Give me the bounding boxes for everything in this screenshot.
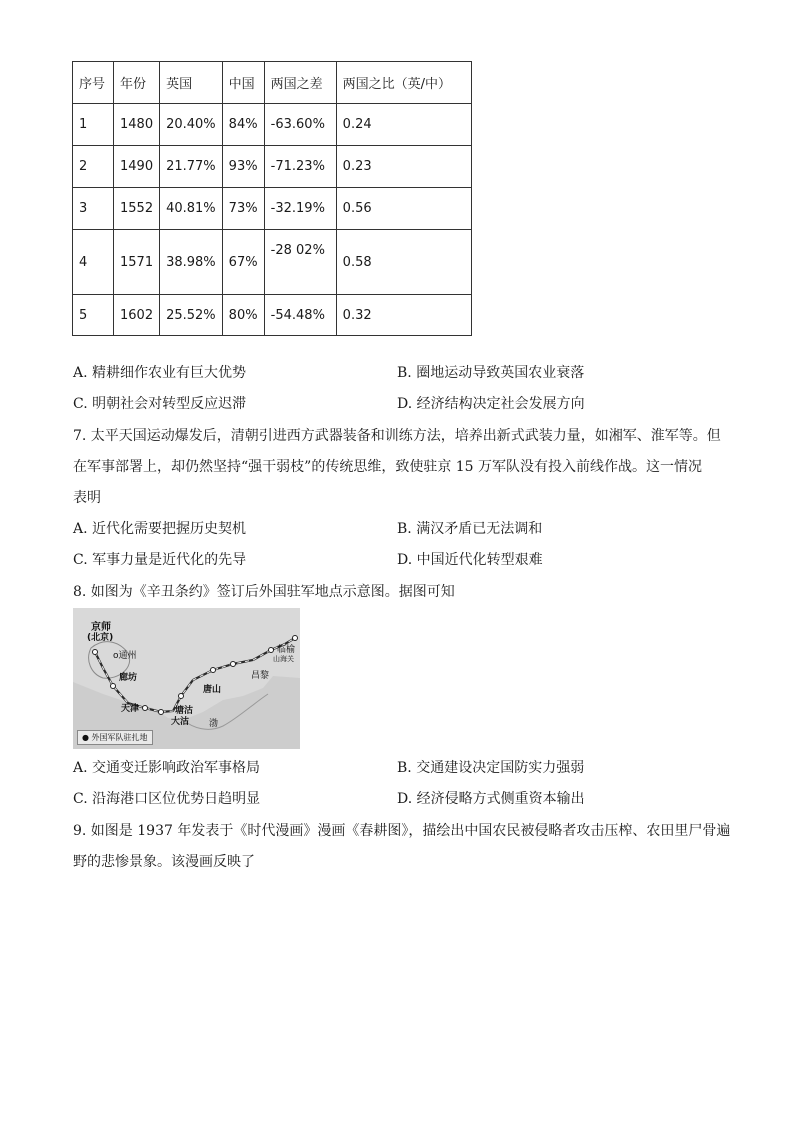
map-label: 廊坊 [119, 673, 138, 683]
q9-stem-line-1: 9. 如图是 1937 年发表于《时代漫画》漫画《春耕图》，描绘出中国农民被侵略者攻击压榨、农田里尸骨遍 [73, 823, 731, 839]
table-cell: 25.52% [160, 295, 223, 336]
table-row [73, 104, 472, 146]
table-cell: 1571 [114, 230, 160, 295]
table-cell: 73% [222, 188, 264, 230]
header-cell: 序号 [73, 62, 114, 104]
table-cell: -32.19% [264, 188, 336, 230]
q9-stem-line-2: 野的悲惨景象。该漫画反映了 [73, 854, 255, 870]
q7-option-d: D. 中国近代化转型艰难 [397, 552, 543, 568]
header-cell: 两国之差 [264, 62, 336, 104]
q8-option-c: C. 沿海港口区位优势日趋明显 [73, 791, 261, 807]
table-cell: -71.23% [264, 146, 336, 188]
q7-option-b: B. 满汉矛盾已无法调和 [397, 521, 543, 537]
table-cell: 0.56 [336, 188, 471, 230]
q6-option-d: D. 经济结构决定社会发展方向 [397, 396, 585, 412]
table-cell: 40.81% [160, 188, 223, 230]
header-cell: 两国之比（英/中） [336, 62, 471, 104]
map-label: 昌黎 [251, 671, 270, 681]
table-cell: 0.24 [336, 104, 471, 146]
table-cell: 1490 [114, 146, 160, 188]
table-cell: -54.48% [264, 295, 336, 336]
map-label: 京师 [91, 622, 111, 633]
table-cell: 4 [73, 230, 114, 295]
q7-option-a: A. 近代化需要把握历史契机 [73, 521, 247, 537]
table-cell: 0.32 [336, 295, 471, 336]
q6-option-c: C. 明朝社会对转型反应迟滞 [73, 396, 247, 412]
table-cell: 67% [222, 230, 264, 295]
map-label: (北京) [87, 633, 114, 643]
map-label: 渤 [209, 719, 219, 729]
table-cell: 84% [222, 104, 264, 146]
data-table [72, 61, 472, 336]
table-cell: 1552 [114, 188, 160, 230]
table-cell: 3 [73, 188, 114, 230]
table-header-row [73, 62, 472, 104]
table-cell: 80% [222, 295, 264, 336]
table-cell: -63.60% [264, 104, 336, 146]
header-cell: 英国 [160, 62, 223, 104]
q6-option-a: A. 精耕细作农业有巨大优势 [73, 365, 247, 381]
q8-option-d: D. 经济侵略方式侧重资本输出 [397, 791, 585, 807]
map-label: o通州 [113, 651, 137, 661]
table-cell: 1602 [114, 295, 160, 336]
map-label: 天津 [121, 704, 140, 714]
map-legend-label: 外国军队驻扎地 [91, 733, 148, 742]
table-row [73, 146, 472, 188]
table-cell: 38.98% [160, 230, 223, 295]
q8-option-a: A. 交通变迁影响政治军事格局 [73, 760, 261, 776]
table-cell: 0.58 [336, 230, 471, 295]
q7-option-c: C. 军事力量是近代化的先导 [73, 552, 247, 568]
table-row [73, 230, 472, 295]
q8-option-b: B. 交通建设决定国防实力强弱 [397, 760, 585, 776]
table-cell: 20.40% [160, 104, 223, 146]
q7-stem-line-1: 7. 太平天国运动爆发后，清朝引进西方武器装备和训练方法，培养出新式武装力量，如湘军、淮军等。但 [73, 428, 721, 444]
map-label: 山海关 [273, 655, 294, 663]
header-cell: 中国 [222, 62, 264, 104]
table-cell: 0.23 [336, 146, 471, 188]
table-cell: 1 [73, 104, 114, 146]
table-cell: 21.77% [160, 146, 223, 188]
troop-map-image [73, 608, 300, 749]
map-label: 塘沽 [175, 706, 194, 716]
header-cell: 年份 [114, 62, 160, 104]
map-label: 唐山 [203, 685, 222, 695]
table-row [73, 188, 472, 230]
table-cell: 1480 [114, 104, 160, 146]
map-label: 临榆 [277, 645, 296, 655]
q7-stem-line-3: 表明 [73, 490, 101, 506]
table-cell: -28 02% [264, 230, 336, 295]
table-cell: 5 [73, 295, 114, 336]
map-label: 大沽 [171, 717, 190, 727]
q6-option-b: B. 圈地运动导致英国农业衰落 [397, 365, 585, 381]
q7-stem-line-2: 在军事部署上，却仍然坚持“强干弱枝”的传统思维，致使驻京 15 万军队没有投入前线作战。这一情况 [73, 459, 703, 475]
q8-stem: 8. 如图为《辛丑条约》签订后外国驻军地点示意图。据图可知 [73, 584, 455, 600]
table-row [73, 295, 472, 336]
table-cell: 2 [73, 146, 114, 188]
table-cell: 93% [222, 146, 264, 188]
map-legend: ● 外国军队驻扎地 [77, 730, 153, 745]
